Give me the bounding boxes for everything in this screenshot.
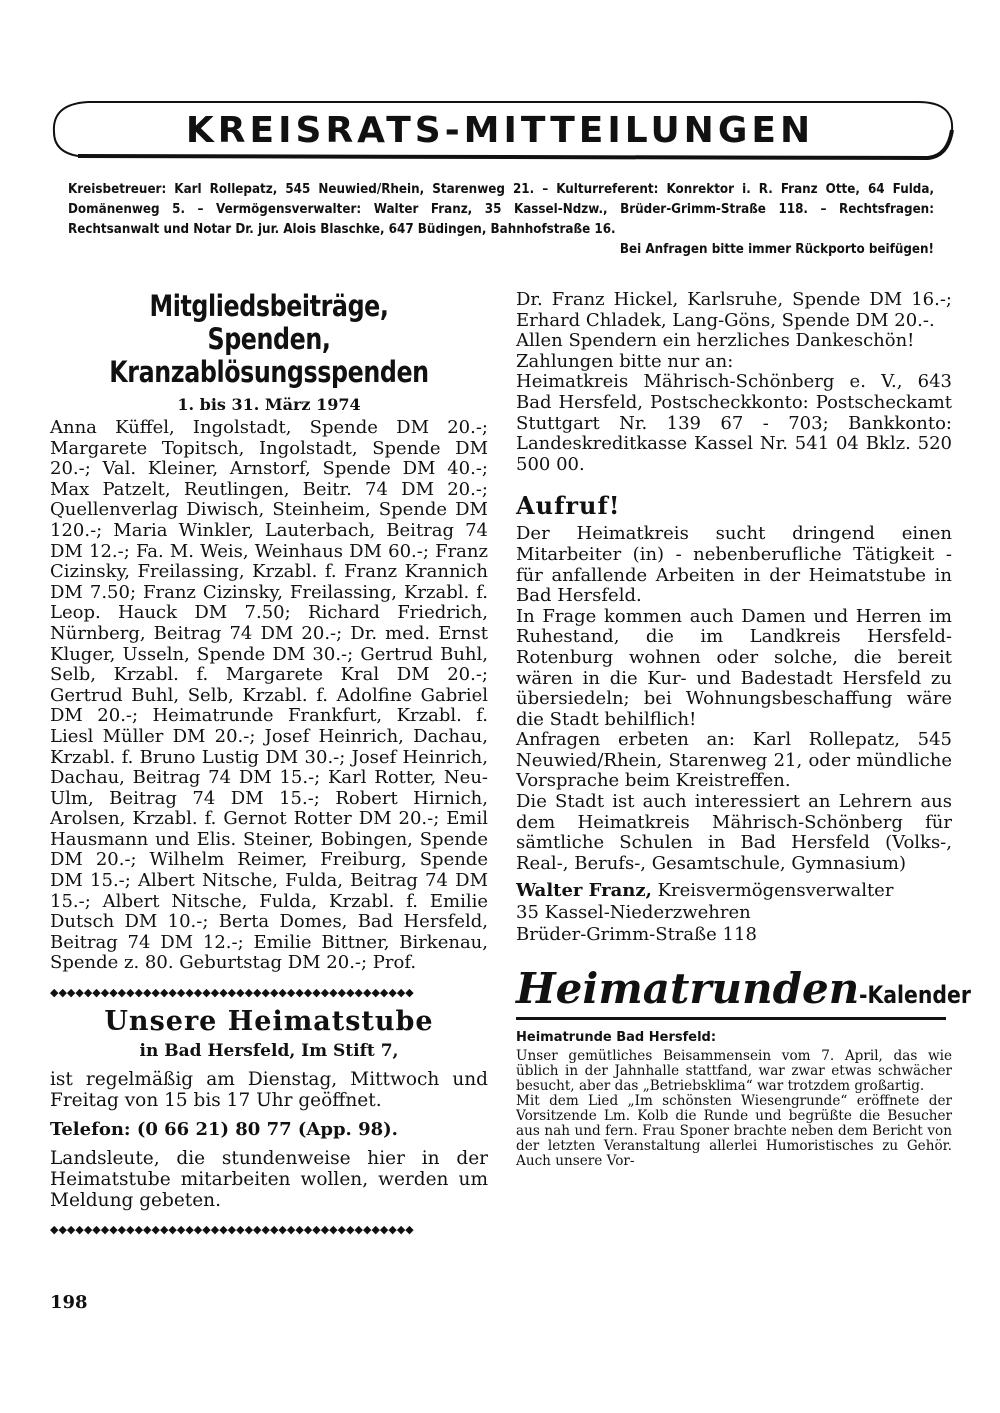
- donations-list: Anna Küffel, Ingolstadt, Spende DM 20.-; Margarete Topitsch, Ingolstadt, Spende DM 20.-; Val. Kleiner, Arnstorf, Spende DM 40.-; Max Patzelt, Reutlingen, Beitr. 74 DM 20.-; Quellenverlag Diwisch, Steinheim, Spende DM 120.-; Maria Winkler, Lauterbach, Beitrag 74 DM 12.-; Fa. M. Weis, Weinhaus DM 60.-; Franz Cizinsky, Freilassing, Krzabl. f. Franz Krannich DM 7.50; Franz Cizinsky, Freilassing, Krzabl. f. Leop. Hauck DM 7.50; Richard Friedrich, Nürnberg, Beitrag 74 DM 20.-; Dr. med. Ernst Kluger, Usseln, Spende DM 30.-; Gertrud Buhl, Selb, Krzabl. f. Margarete Kral DM 20.-; Gertrud Buhl, Selb, Krzabl. f. Adolfine Gabriel DM 20.-; Heimatrunde Frankfurt, Krzabl. f. Liesl Müller DM 20.-; Josef Heinrich, Dachau, Krzabl. f. Bruno Lustig DM 30.-; Josef Heinrich, Dachau, Beitrag 74 DM 15.-; Karl Rotter, Neu-Ulm, Beitrag 74 DM 15.-; Robert Hirnich, Arolsen, Krzabl. f. Gernot Rotter DM 20.-; Emil Hausmann und Elis. Steiner, Bobingen, Spende DM 20.-; Wilhelm Reimer, Freiburg, Spende DM 15.-; Albert Nitsche, Fulda, Beitrag 74 DM 15.-; Albert Nitsche, Fulda, Krzabl. f. Emilie Dutsch DM 10.-; Berta Domes, Bad Hersfeld, Beitrag 74 DM 12.-; Emilie Bittner, Birkenau, Spende z. 80. Geburtstag DM 20.-; Prof.: [50, 417, 488, 974]
- runde-paragraph-2: Mit dem Lied „Im schönsten Wiesengrunde“ eröffnete der Vorsitzende Lm. Kolb die Runde und begrüßte die Besucher aus nah und fern. Frau Sponer brachte neben dem Bericht von der letzten Veranstaltung allerlei Humoristisches zu Gehör. Auch unsere Vor-: [516, 1093, 952, 1170]
- signer-name: Walter Franz,: [516, 880, 652, 902]
- right-column: [516, 289, 972, 1170]
- postage-note: Bei Anfragen bitte immer Rückporto beifügen!: [619, 242, 934, 257]
- signature-block: [516, 880, 952, 946]
- runde-heading: Heimatrunde Bad Hersfeld:: [516, 1030, 717, 1046]
- heimatstube-phone: Telefon: (0 66 21) 80 77 (App. 98).: [50, 1119, 398, 1141]
- signer-city: 35 Kassel-Niederzwehren: [516, 902, 751, 924]
- signer-role: Kreisvermögensverwalter: [657, 880, 894, 902]
- signer-line: [516, 880, 952, 902]
- calendar-title-plain: -Kalender: [859, 981, 972, 1010]
- diamond-divider-top: ◆◆◆◆◆◆◆◆◆◆◆◆◆◆◆◆◆◆◆◆◆◆◆◆◆◆◆◆◆◆◆◆◆◆◆◆◆◆◆◆◆◆◆: [50, 986, 414, 1000]
- heimatstube-title: Unsere Heimatstube: [104, 1006, 434, 1038]
- heimatstube-address: in Bad Hersfeld, Im Stift 7,: [139, 1041, 399, 1062]
- appeal-paragraph-4: Die Stadt ist auch interessiert an Lehrern aus dem Heimatkreis Mährisch-Schönberg für sämtliche Schulen in Bad Hersfeld (Volks-, Real-, Berufs-, Gesamtschule, Gymnasium): [516, 791, 952, 874]
- donations-continued: Dr. Franz Hickel, Karlsruhe, Spende DM 16.-; Erhard Chladek, Lang-Göns, Spende DM 20.-.: [516, 289, 952, 331]
- appeal-paragraph-1: Der Heimatkreis sucht dringend einen Mitarbeiter (in) - nebenberufliche Tätigkeit - für anfallende Arbeiten in der Heimatstube in Bad Hersfeld.: [516, 523, 952, 607]
- contact-info-text: Kreisbetreuer: Karl Rollepatz, 545 Neuwied/Rhein, Starenweg 21. – Kulturreferent: Konrektor i. R. Franz Otte, 64 Fulda, Domänenweg 5. – Vermögensverwalter: Walter Franz, 35 Kassel-Ndzw., Brüder-Grimm-Straße 118. – Rechtsfragen: Rechtsanwalt und Notar Dr. jur. Alois Blaschke, 647 Büdingen, Bahnhofstraße 16.: [68, 182, 934, 237]
- signer-street: Brüder-Grimm-Straße 118: [516, 924, 757, 946]
- runde-paragraph-1: Unser gemütliches Beisammensein vom 7. April, das wie üblich in der Jahnhalle stattfand, war zwar etwas schwächer besucht, aber das „Betriebsklima“ war trotzdem großartig.: [516, 1048, 952, 1095]
- appeal-paragraph-3: Anfragen erbeten an: Karl Rollepatz, 545 Neuwied/Rhein, Starenweg 21, oder mündliche Vorsprache beim Kreistreffen.: [516, 729, 952, 792]
- donations-heading-line2: Kranzablösungsspenden: [109, 355, 429, 389]
- heimatstube-appeal: Landsleute, die stundenweise hier in der Heimatstube mitarbeiten wollen, werden um Meldung gebeten.: [50, 1148, 488, 1212]
- donations-heading: [89, 290, 448, 389]
- contact-info: [68, 180, 934, 260]
- calendar-title-script: Heimatrunden: [516, 964, 860, 1014]
- appeal-paragraph-2: In Frage kommen auch Damen und Herren im Ruhestand, die im Landkreis Hersfeld-Rotenburg wohnen oder solche, die bereit wären in die Kur- und Badestadt Hersfeld zu übersiedeln; bei Wohnungsbeschaffung wäre die Stadt behilflich!: [516, 605, 952, 730]
- donations-period: 1. bis 31. März 1974: [177, 395, 361, 414]
- heimatstube-hours: ist regelmäßig am Dienstag, Mittwoch und Freitag von 15 bis 17 Uhr geöffnet.: [50, 1069, 488, 1112]
- page-title: KREISRATS-MITTEILUNGEN: [185, 110, 815, 151]
- payments-label: Zahlungen bitte nur an:: [516, 350, 734, 372]
- diamond-divider-bottom: ◆◆◆◆◆◆◆◆◆◆◆◆◆◆◆◆◆◆◆◆◆◆◆◆◆◆◆◆◆◆◆◆◆◆◆◆◆◆◆◆◆◆◆: [50, 1223, 414, 1237]
- appeal-title: Aufruf!: [516, 491, 621, 521]
- calendar-rule: [516, 1017, 946, 1020]
- page-number: 198: [50, 1292, 88, 1313]
- donations-heading-line1: Mitgliedsbeiträge, Spenden,: [149, 289, 389, 356]
- left-column: [50, 290, 488, 1243]
- payments-details: Heimatkreis Mährisch-Schönberg e. V., 643 Bad Hersfeld, Postscheckkonto: Postscheckamt Stuttgart Nr. 139 67 - 703; Bankkonto: Landeskreditkasse Kassel Nr. 541 04 Bklz. 520 500 00.: [516, 371, 952, 475]
- calendar-title: [516, 964, 972, 1014]
- thanks-line: Allen Spendern ein herzliches Dankeschön!: [516, 330, 915, 352]
